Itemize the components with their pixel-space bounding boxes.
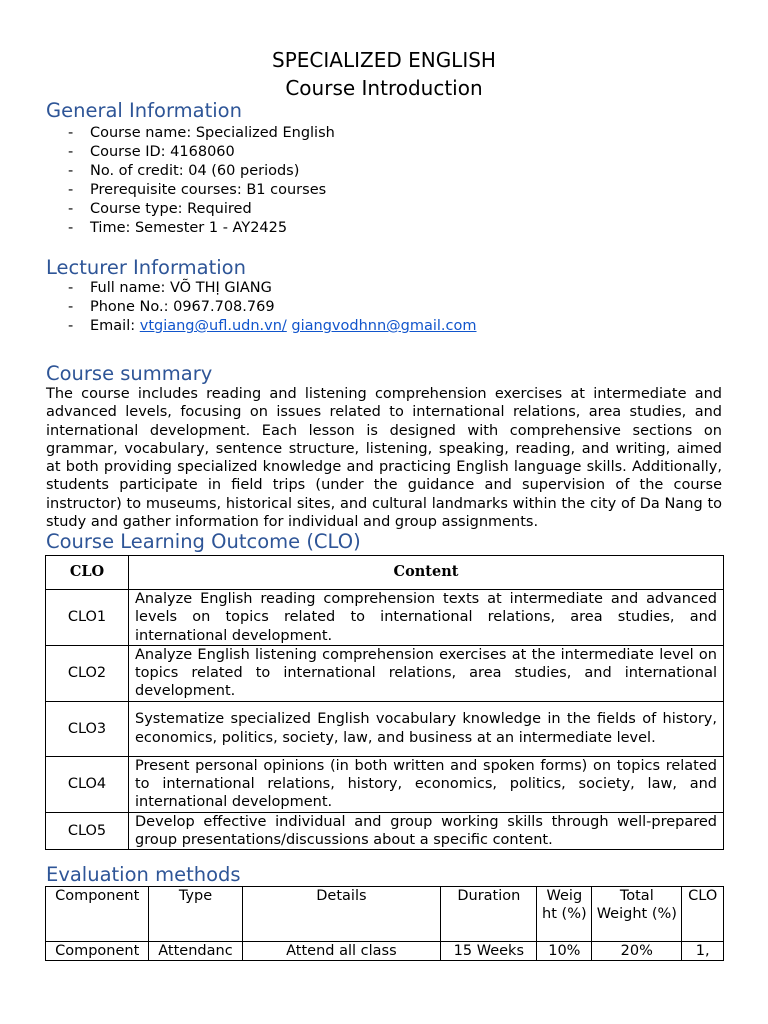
table-cell: Attendanc [149,942,242,961]
column-header: Duration [441,887,537,942]
table-cell: 1, [682,942,724,961]
table-cell: Attend all class [242,942,441,961]
doc-subtitle: Course Introduction [285,76,483,100]
clo-id: CLO3 [46,701,129,756]
table-row [46,812,724,850]
email-link-ufl[interactable]: vtgiang@ufl.udn.vn/ [139,318,287,334]
column-header: Total Weight (%) [592,887,682,942]
clo-id: CLO4 [46,756,129,812]
column-header: CLO [682,887,724,942]
table-row [46,645,724,701]
clo-content: Systematize specialized English vocabulary knowledge in the fields of history, economics, politics, society, law, and business at an intermediate level. [129,701,724,756]
course-summary-text: The course includes reading and listening comprehension exercises at intermediate and advanced levels, focusing on issues related to international relations, area studies, and international development. Each lesson is designed with comprehensive sections on grammar, vocabulary, sentence structure, listening, speaking, reading, and writing, aimed at both providing specialized knowledge and practicing English language skills. Additionally, students participate in field trips (under the guidance and supervision of the course instructor) to museums, historical sites, and cultural landmarks within the city of Da Nang to study and gather information for individual and group assignments. [46,386,722,531]
column-header: Component [46,887,149,942]
lecturer-phone: - Phone No.: 0967.708.769 [46,298,477,317]
lecturer-info-list [46,279,477,336]
lecturer-info-heading: Lecturer Information [46,256,246,279]
table-cell: 20% [592,942,682,961]
table-cell: 10% [537,942,592,961]
clo-content: Present personal opinions (in both written and spoken forms) on topics related to international relations, history, economics, politics, society, law, and international development. [129,756,724,812]
clo-id: CLO5 [46,812,129,850]
evaluation-table [45,886,724,961]
list-item: - Course type: Required [46,200,335,219]
column-header: Type [149,887,242,942]
course-summary-heading: Course summary [46,362,213,385]
email-label: Email: [90,318,136,334]
content-column-header: Content [129,556,724,590]
list-item: - No. of credit: 04 (60 periods) [46,162,335,181]
email-link-gmail[interactable]: giangvodhnn@gmail.com [291,318,477,334]
list-item: - Time: Semester 1 - AY2425 [46,219,335,238]
clo-column-header: CLO [46,556,129,590]
clo-table [45,555,724,850]
clo-id: CLO1 [46,590,129,646]
table-header-row [46,556,724,590]
clo-content: Analyze English reading comprehension texts at intermediate and advanced levels on topics related to international relations, area studies, and international development. [129,590,724,646]
list-item: - Course ID: 4168060 [46,143,335,162]
table-cell: Component [46,942,149,961]
list-item: - Prerequisite courses: B1 courses [46,181,335,200]
table-row [46,590,724,646]
lecturer-email [46,317,477,336]
list-item: - Course name: Specialized English [46,124,335,143]
doc-title: SPECIALIZED ENGLISH [272,48,496,72]
general-info-heading: General Information [46,99,242,122]
clo-id: CLO2 [46,645,129,701]
column-header: Weig ht (%) [537,887,592,942]
table-cell: 15 Weeks [441,942,537,961]
clo-heading: Course Learning Outcome (CLO) [46,530,361,553]
column-header: Details [242,887,441,942]
clo-content: Develop effective individual and group working skills through well-prepared group presentations/discussions about a specific content. [129,812,724,850]
clo-content: Analyze English listening comprehension exercises at the intermediate level on topics related to international relations, area studies, and international development. [129,645,724,701]
table-row [46,756,724,812]
table-header-row [46,887,724,942]
lecturer-name: - Full name: VÕ THỊ GIANG [46,279,477,298]
general-info-list [46,124,335,238]
table-row [46,701,724,756]
evaluation-heading: Evaluation methods [46,863,241,886]
table-row [46,942,724,961]
